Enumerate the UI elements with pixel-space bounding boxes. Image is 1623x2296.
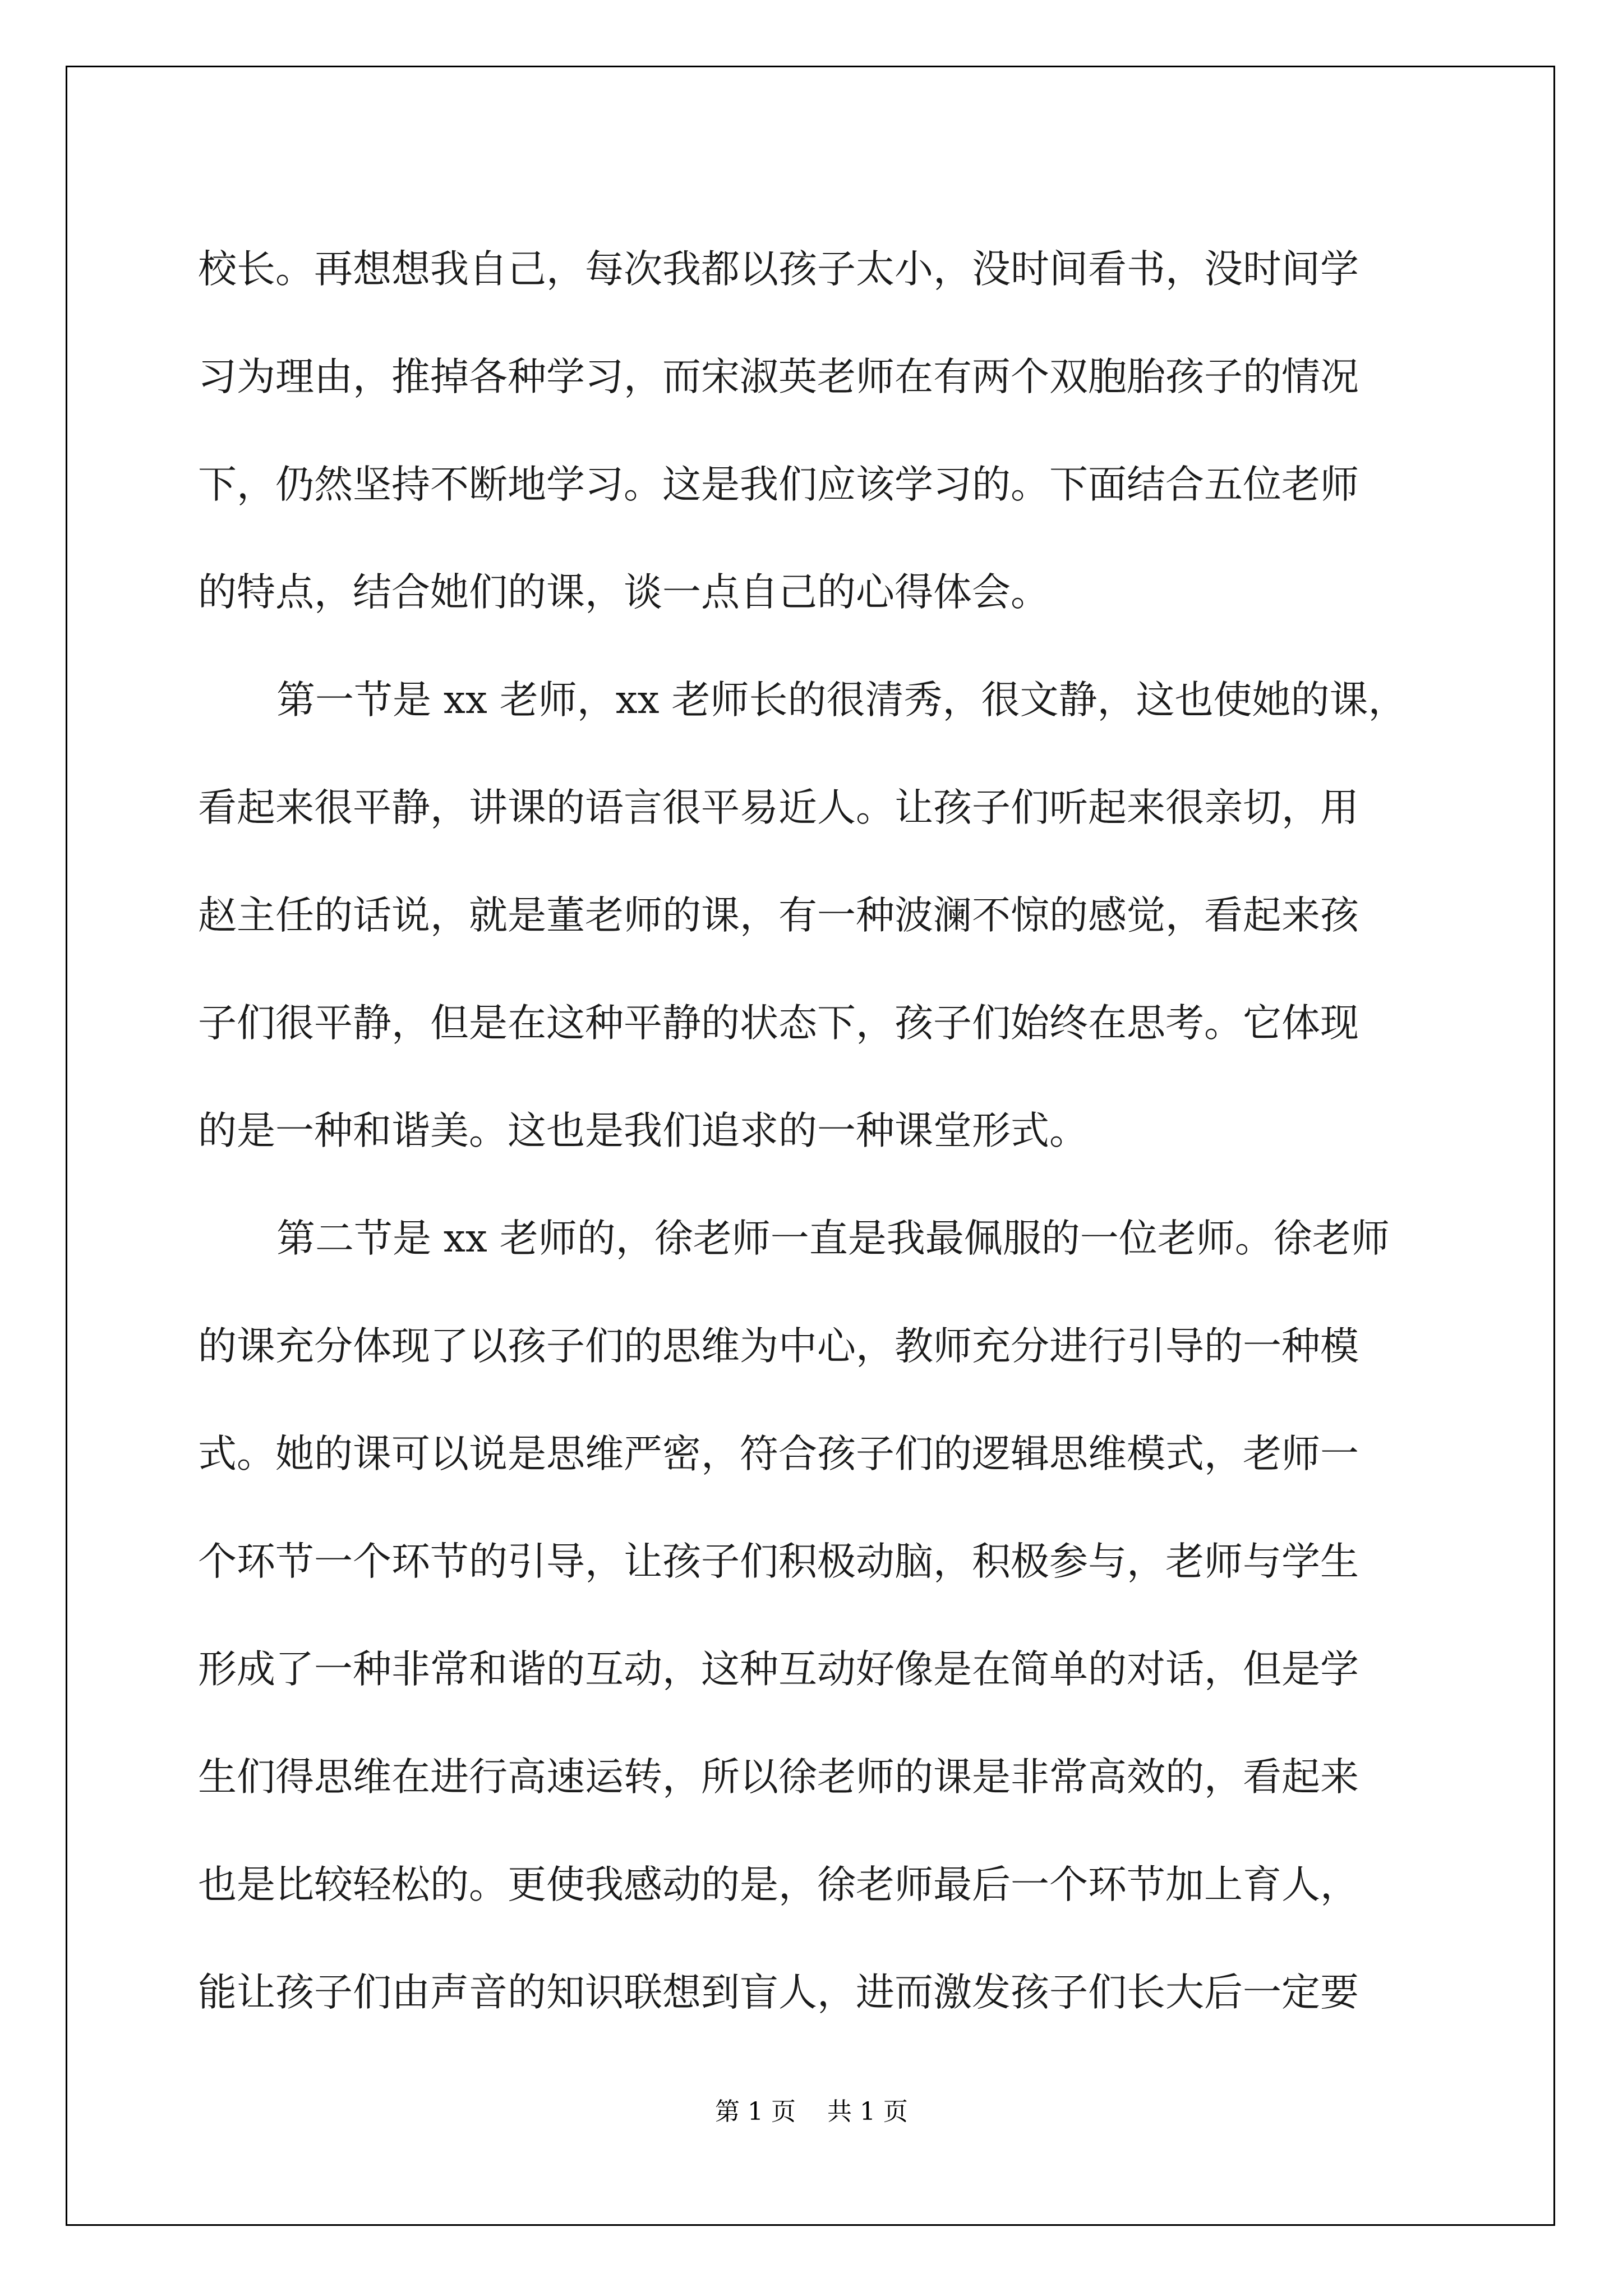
paragraph-first-line: 第二节是 xx 老师的，徐老师一直是我最佩服的一位老师。徐老师: [276, 1216, 1390, 1261]
document-body: [198, 215, 1432, 2046]
text-line: 个环节一个环节的引导，让孩子们积极动脑，积极参与，老师与学生: [198, 1539, 1359, 1584]
text-line: 习为理由，推掉各种学习，而宋淑英老师在有两个双胞胎孩子的情况: [198, 355, 1359, 399]
text-line: 赵主任的话说，就是董老师的课，有一种波澜不惊的感觉，看起来孩: [198, 893, 1359, 938]
text-line: 也是比较轻松的。更使我感动的是，徐老师最后一个环节加上育人，: [198, 1862, 1359, 1907]
page-footer: 第 1 页 共 1 页: [715, 2097, 908, 2126]
text-line: 的课充分体现了以孩子们的思维为中心，教师充分进行引导的一种模: [198, 1324, 1359, 1369]
paragraph-first-line: 第一节是 xx 老师，xx 老师长的很清秀，很文静，这也使她的课，: [276, 678, 1407, 723]
text-line: 形成了一种非常和谐的互动，这种互动好像是在简单的对话，但是学: [198, 1647, 1359, 1692]
text-line: 生们得思维在进行高速运转，所以徐老师的课是非常高效的，看起来: [198, 1755, 1359, 1800]
text-line: 下，仍然坚持不断地学习。这是我们应该学习的。下面结合五位老师: [198, 462, 1359, 507]
text-line: 子们很平静，但是在这种平静的状态下，孩子们始终在思考。它体现: [198, 1001, 1359, 1046]
text-line: 式。她的课可以说是思维严密，符合孩子们的逻辑思维模式，老师一: [198, 1432, 1359, 1476]
text-line: 的特点，结合她们的课，谈一点自己的心得体会。: [198, 570, 1049, 615]
text-line: 的是一种和谐美。这也是我们追求的一种课堂形式。: [198, 1108, 1088, 1153]
text-line: 能让孩子们由声音的知识联想到盲人，进而激发孩子们长大后一定要: [198, 1970, 1359, 2015]
text-line: 校长。再想想我自己，每次我都以孩子太小，没时间看书，没时间学: [198, 247, 1359, 292]
text-line: 看起来很平静，讲课的语言很平易近人。让孩子们听起来很亲切，用: [198, 785, 1359, 830]
